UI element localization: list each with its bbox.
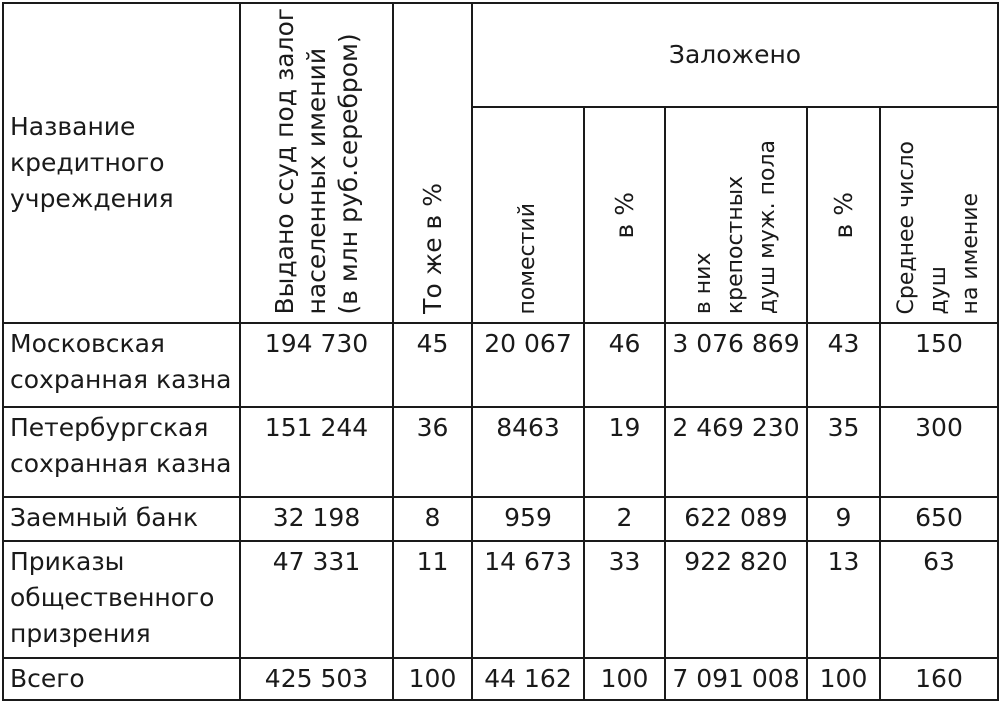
header-row-1	[3, 3, 998, 107]
estates-cell: 14 673	[472, 541, 584, 658]
estates-percent-cell: 33	[584, 541, 665, 658]
loans-cell: 32 198	[240, 497, 393, 541]
header-estates-percent	[584, 107, 665, 323]
table-row	[3, 407, 998, 497]
credit-institutions-table	[2, 2, 999, 701]
header-loans-percent	[393, 3, 472, 323]
estates-percent-cell: 46	[584, 323, 665, 407]
estates-cell: 959	[472, 497, 584, 541]
table-row	[3, 323, 998, 407]
header-estates	[472, 107, 584, 323]
loans-percent-cell: 36	[393, 407, 472, 497]
serfs-percent-cell: 35	[807, 407, 880, 497]
header-loans-issued	[240, 3, 393, 323]
header-estates-percent-text: в %	[609, 191, 639, 239]
header-avg-souls-text: Среднее число душ на имение	[894, 140, 984, 314]
loans-cell: 151 244	[240, 407, 393, 497]
institution-name: Всего	[3, 658, 240, 700]
header-loans-issued-text: Выдано ссуд под залог населенных имений (в млн руб.серебром)	[269, 7, 363, 314]
institution-name: Петербургская сохранная казна	[3, 407, 240, 497]
serfs-cell: 922 820	[665, 541, 807, 658]
header-avg-souls	[880, 107, 998, 323]
header-institution-name: Название кредитного учреждения	[3, 3, 240, 323]
header-serfs-percent	[807, 107, 880, 323]
table-row	[3, 497, 998, 541]
loans-percent-cell: 8	[393, 497, 472, 541]
header-pledged-group: Заложено	[472, 3, 998, 107]
avg-souls-cell: 150	[880, 323, 998, 407]
header-serfs-text: в них крепостных душ муж. пола	[691, 139, 780, 314]
institution-name: Приказы общественного призрения	[3, 541, 240, 658]
avg-souls-cell: 160	[880, 658, 998, 700]
header-estates-text: поместий	[515, 202, 540, 314]
loans-percent-cell: 100	[393, 658, 472, 700]
avg-souls-cell: 63	[880, 541, 998, 658]
serfs-percent-cell: 13	[807, 541, 880, 658]
estates-percent-cell: 100	[584, 658, 665, 700]
estates-cell: 8463	[472, 407, 584, 497]
table-row-total	[3, 658, 998, 700]
loans-percent-cell: 11	[393, 541, 472, 658]
loans-cell: 425 503	[240, 658, 393, 700]
serfs-cell: 7 091 008	[665, 658, 807, 700]
avg-souls-cell: 650	[880, 497, 998, 541]
header-serfs	[665, 107, 807, 323]
table-row	[3, 541, 998, 658]
serfs-percent-cell: 43	[807, 323, 880, 407]
header-serfs-percent-text: в %	[828, 191, 858, 239]
loans-cell: 194 730	[240, 323, 393, 407]
estates-percent-cell: 19	[584, 407, 665, 497]
serfs-cell: 622 089	[665, 497, 807, 541]
loans-percent-cell: 45	[393, 323, 472, 407]
serfs-cell: 2 469 230	[665, 407, 807, 497]
estates-cell: 44 162	[472, 658, 584, 700]
estates-cell: 20 067	[472, 323, 584, 407]
institution-name: Заемный банк	[3, 497, 240, 541]
serfs-cell: 3 076 869	[665, 323, 807, 407]
estates-percent-cell: 2	[584, 497, 665, 541]
serfs-percent-cell: 100	[807, 658, 880, 700]
avg-souls-cell: 300	[880, 407, 998, 497]
loans-cell: 47 331	[240, 541, 393, 658]
institution-name: Московская сохранная казна	[3, 323, 240, 407]
serfs-percent-cell: 9	[807, 497, 880, 541]
header-loans-percent-text: То же в %	[417, 183, 447, 314]
